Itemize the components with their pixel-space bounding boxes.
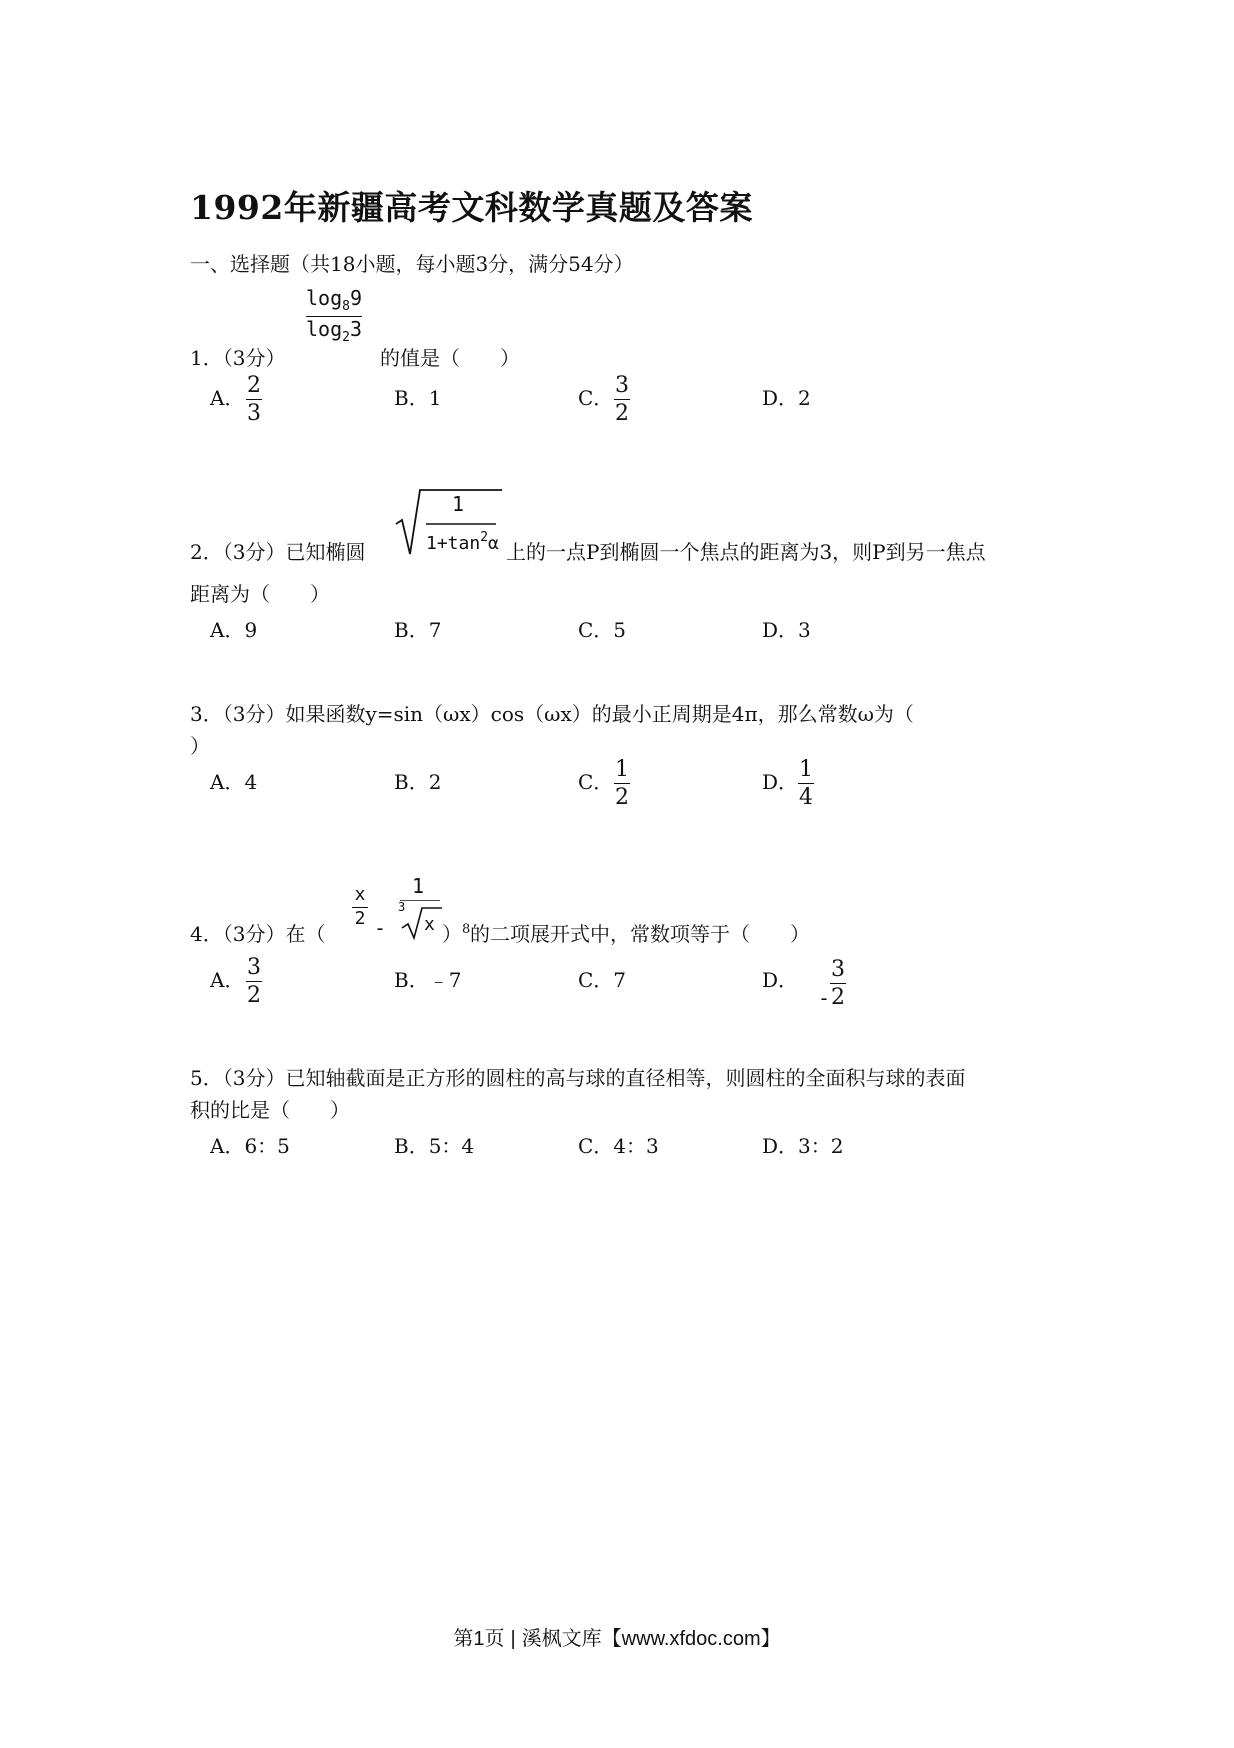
q2-option-a: A．9 bbox=[210, 618, 258, 642]
q4-minus-sign: - bbox=[374, 916, 387, 940]
q4-option-b: B．﹣7 bbox=[394, 968, 462, 992]
q1-stem-prefix: 1．（3分） bbox=[190, 346, 286, 370]
q4-stem-prefix: 4．（3分）在（ bbox=[190, 922, 326, 946]
q4-option-d-label: D． bbox=[762, 968, 799, 992]
q4-root-index: 3 bbox=[398, 900, 406, 914]
q2-stem-line2: 距离为（ ） bbox=[190, 582, 330, 606]
q5-option-c: C．4：3 bbox=[578, 1134, 659, 1158]
q4-option-c: C．7 bbox=[578, 968, 627, 992]
page-footer bbox=[0, 1622, 1234, 1651]
q1-option-a-label: A． bbox=[210, 386, 245, 410]
q4-option-a-fraction: 3 2 bbox=[247, 955, 261, 1009]
q3-stem-line2: ） bbox=[190, 734, 210, 758]
q2-option-b: B．7 bbox=[394, 618, 442, 642]
q3-stem-line1: 3．（3分）如果函数y=sin（ωx）cos（ωx）的最小正周期是4π，那么常数ω为（ bbox=[190, 702, 914, 726]
q4-close-paren: ）$^8$ bbox=[442, 922, 471, 946]
page-number: 第1页 bbox=[453, 1628, 505, 1650]
page-title: 1992年新疆高考文科数学真题及答案 bbox=[190, 188, 753, 227]
q1-log-fraction bbox=[306, 288, 362, 344]
q5-stem-line1: 5．（3分）已知轴截面是正方形的圆柱的高与球的直径相等，则圆柱的全面积与球的表面 bbox=[190, 1066, 966, 1090]
footer-separator: | bbox=[510, 1628, 516, 1650]
q2-option-d: D．3 bbox=[762, 618, 811, 642]
q1-denominator: $\log_23$ bbox=[306, 316, 362, 345]
q3-option-a: A．4 bbox=[210, 770, 258, 794]
section-heading: 一、选择题（共18小题，每小题3分，满分54分） bbox=[190, 252, 634, 276]
q4-cube-root-numerator: 1 bbox=[412, 874, 425, 898]
q5-stem-line2: 积的比是（ ） bbox=[190, 1098, 350, 1122]
q3-option-b: B．2 bbox=[394, 770, 442, 794]
q1-option-b: B．1 bbox=[394, 386, 442, 410]
q2-stem-suffix: 上的一点P到椭圆一个焦点的距离为3，则P到另一焦点 bbox=[506, 540, 986, 564]
q1-stem-suffix: 的值是（ ） bbox=[380, 346, 520, 370]
q4-stem-suffix: 的二项展开式中，常数项等于（ ） bbox=[470, 922, 810, 946]
q3-option-d-fraction: 1 4 bbox=[799, 757, 813, 811]
q2-radical-denominator: $1+\tan^2\alpha$ bbox=[426, 530, 499, 554]
footer-site: 溪枫文库【www.xfdoc.com】 bbox=[521, 1628, 781, 1650]
q4-root-radicand: x bbox=[424, 914, 435, 935]
q4-x-over-2-fraction: x 2 bbox=[352, 886, 368, 929]
q2-radical-numerator: 1 bbox=[452, 492, 465, 516]
q3-option-c-label: C． bbox=[578, 770, 614, 794]
q1-option-c-fraction: 3 2 bbox=[615, 373, 629, 427]
q4-option-d-sign: - bbox=[818, 986, 831, 1010]
q2-stem-prefix: 2．（3分）已知椭圆 bbox=[190, 540, 366, 564]
q4-option-a-label: A． bbox=[210, 968, 245, 992]
q5-option-a: A．6：5 bbox=[210, 1134, 290, 1158]
q4-option-d-fraction: 3 2 bbox=[831, 957, 845, 1011]
q1-option-c-label: C． bbox=[578, 386, 614, 410]
q2-option-c: C．5 bbox=[578, 618, 627, 642]
q5-option-d: D．3：2 bbox=[762, 1134, 844, 1158]
q3-option-d-label: D． bbox=[762, 770, 799, 794]
q1-option-d: D．2 bbox=[762, 386, 811, 410]
q3-option-c-fraction: 1 2 bbox=[615, 757, 629, 811]
q1-option-a-fraction: 2 3 bbox=[247, 373, 261, 427]
q5-option-b: B．5：4 bbox=[394, 1134, 475, 1158]
q1-numerator: $\log_89$ bbox=[306, 286, 362, 314]
